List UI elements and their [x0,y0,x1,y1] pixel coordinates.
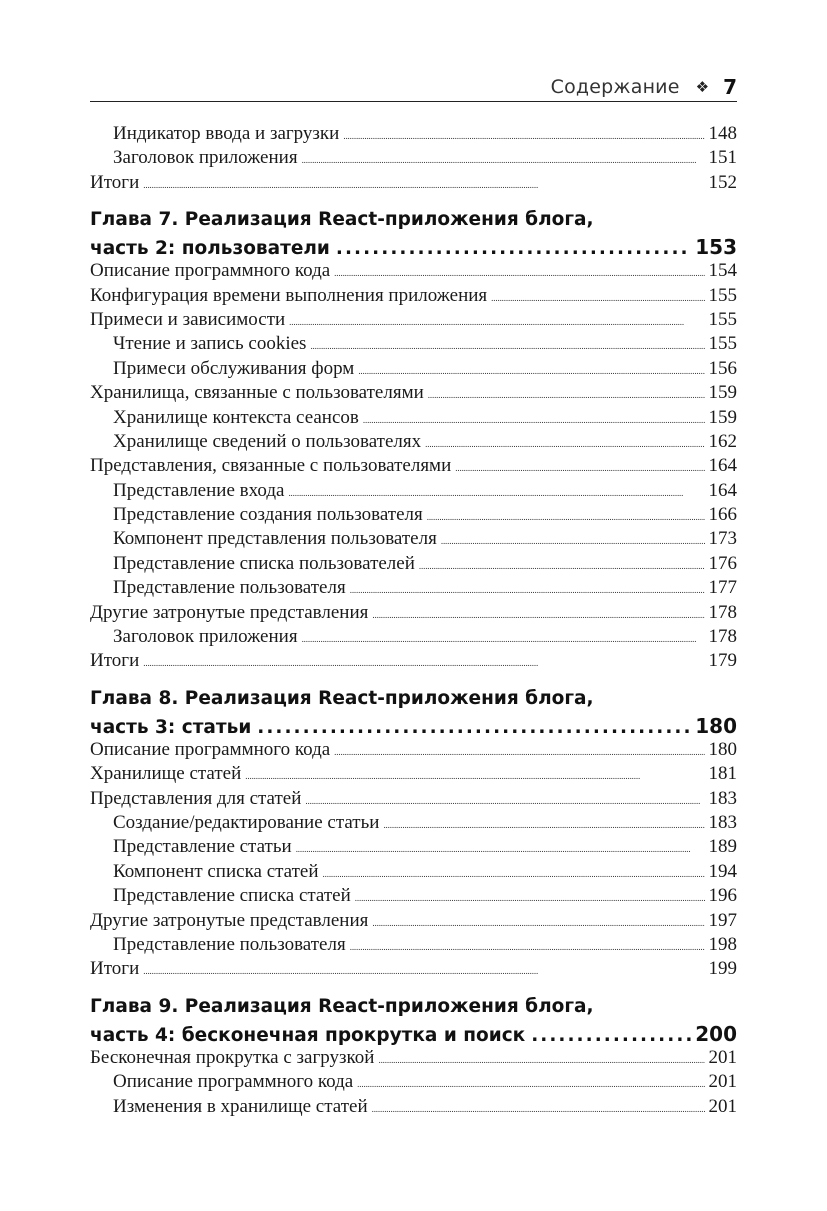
dot-leader [143,958,704,980]
toc-subentry[interactable] [90,626,737,650]
entry-title: Итоги [90,958,140,980]
dot-leader [378,1047,704,1069]
entry-page-number: 166 [708,504,737,526]
toc-subentry[interactable] [90,528,737,552]
chapter-title-line2 [90,1021,737,1047]
entry-page-number: 148 [708,123,737,144]
entry-title: Хранилище сведений о пользователях [113,430,422,452]
entry-title: Представление списка статей [113,885,351,907]
dot-leader [531,1023,691,1049]
toc-entry[interactable] [90,910,737,934]
toc-entry[interactable] [90,763,737,787]
toc-subentry[interactable] [90,147,737,171]
entry-title: Представления для статей [90,787,302,809]
entry-page-number: 151 [708,147,737,169]
entry-page-number: 198 [708,933,737,955]
entry-page-number: 178 [708,626,737,648]
toc-subentry[interactable] [90,431,737,455]
dot-leader [428,382,705,404]
dot-leader [419,553,705,575]
entry-page-number: 183 [708,787,737,809]
entry-title: Другие затронутые представления [90,601,369,623]
entry-title: Заголовок приложения [113,626,298,648]
dot-leader [355,885,705,907]
chapter-heading[interactable] [90,993,737,1047]
entry-page-number: 164 [708,479,737,501]
entry-title: Описание программного кода [90,738,331,760]
entry-page-number: 164 [708,455,737,477]
chapter-page-number: 153 [695,235,737,260]
dot-leader [350,577,705,599]
entry-page-number: 154 [708,260,737,282]
entry-title: Представление списка пользователей [113,552,415,574]
toc-subentry[interactable] [90,1071,737,1095]
toc-entry[interactable] [90,455,737,479]
toc-subentry[interactable] [90,885,737,909]
dot-leader [491,285,704,307]
section-title: Содержание [550,76,680,98]
entry-page-number: 162 [708,430,737,452]
entry-page-number: 155 [708,333,737,355]
toc-entry[interactable] [90,172,737,196]
dot-leader [310,333,704,355]
toc-subentry[interactable] [90,812,737,836]
toc-subentry[interactable] [90,333,737,357]
toc-subentry[interactable] [90,577,737,601]
toc-entry[interactable] [90,285,737,309]
dot-leader [343,123,704,145]
chapter-title-line1: Глава 9. Реализация React-приложения блога, [90,995,594,1017]
chapter-title-line2 [90,713,737,739]
dot-leader [350,934,705,956]
dot-leader [296,836,705,858]
toc-entry[interactable] [90,739,737,763]
entry-title: Хранилище контекста сеансов [113,406,359,428]
dot-leader [427,504,705,526]
dot-leader [357,1071,704,1093]
entry-page-number: 152 [708,171,737,193]
entry-title: Описание программного кода [90,260,331,282]
entry-page-number: 181 [708,763,737,785]
chapter-title-line1: Глава 7. Реализация React-приложения блога, [90,209,594,231]
entry-page-number: 197 [708,909,737,931]
entry-page-number: 201 [708,1071,737,1093]
toc-entry[interactable] [90,260,737,284]
entry-page-number: 194 [708,860,737,882]
entry-title: Компонент списка статей [113,860,319,882]
toc-entry[interactable] [90,650,737,674]
dot-leader [257,715,691,741]
entry-page-number: 183 [708,811,737,833]
dot-leader [323,861,705,883]
entry-page-number: 179 [708,650,737,672]
entry-page-number: 176 [708,552,737,574]
dot-leader [372,1096,705,1118]
toc-entry[interactable] [90,602,737,626]
entry-title: Представления, связанные с пользователями [90,455,452,477]
entry-title: Чтение и запись cookies [113,333,307,355]
entry-title: Изменения в хранилище статей [113,1095,368,1117]
entry-page-number: 189 [708,836,737,858]
dot-leader [302,147,705,169]
entry-page-number: 155 [708,284,737,306]
dot-leader [305,788,704,810]
chapter-title-line2 [90,234,737,260]
table-of-contents [90,123,737,1120]
header-rule [90,101,737,102]
chapter-subtitle: часть 3: статьи [90,716,252,738]
entry-title: Представление пользователя [113,933,346,955]
entry-title: Представление статьи [113,836,292,858]
dot-leader [372,602,704,624]
entry-title: Итоги [90,650,140,672]
entry-title: Примеси обслуживания форм [113,357,355,379]
entry-title: Бесконечная прокрутка с загрузкой [90,1046,375,1068]
entry-title: Описание программного кода [113,1071,354,1093]
entry-title: Конфигурация времени выполнения приложения [90,284,488,306]
dot-leader [455,455,704,477]
dot-leader [441,528,705,550]
dot-leader [334,739,704,761]
chapter-subtitle: часть 4: бесконечная прокрутка и поиск [90,1024,526,1046]
toc-subentry[interactable] [90,123,737,147]
dot-leader [302,626,705,648]
toc-entry[interactable] [90,1047,737,1071]
toc-subentry[interactable] [90,407,737,431]
dot-leader [143,172,704,194]
dot-leader [383,812,704,834]
entry-title: Итоги [90,171,140,193]
toc-subentry[interactable] [90,358,737,382]
entry-title: Хранилище статей [90,763,242,785]
dot-leader [372,910,704,932]
page-number: 7 [723,75,737,99]
entry-page-number: 177 [708,577,737,599]
toc-subentry[interactable] [90,861,737,885]
dot-leader [245,763,704,785]
entry-title: Другие затронутые представления [90,909,369,931]
dot-leader [358,358,704,380]
toc-subentry[interactable] [90,934,737,958]
toc-subentry[interactable] [90,836,737,860]
entry-page-number: 196 [708,885,737,907]
toc-entry[interactable] [90,382,737,406]
entry-page-number: 155 [708,308,737,330]
entry-title: Представление создания пользователя [113,504,423,526]
entry-title: Представление пользователя [113,577,346,599]
entry-title: Примеси и зависимости [90,308,286,330]
entry-title: Представление входа [113,479,285,501]
entry-page-number: 178 [708,601,737,623]
toc-entry[interactable] [90,309,737,333]
dot-leader [336,236,691,262]
entry-title: Хранилища, связанные с пользователями [90,382,424,404]
toc-subentry[interactable] [90,504,737,528]
entry-page-number: 199 [708,958,737,980]
entry-title: Заголовок приложения [113,147,298,169]
toc-entry[interactable] [90,788,737,812]
toc-subentry[interactable] [90,480,737,504]
entry-page-number: 201 [708,1046,737,1068]
chapter-subtitle: часть 2: пользователи [90,238,330,260]
toc-subentry[interactable] [90,1096,737,1120]
chapter-page-number: 180 [695,713,737,738]
entry-page-number: 180 [708,738,737,760]
dot-leader [425,431,704,453]
running-head [90,74,737,100]
entry-title: Индикатор ввода и загрузки [113,123,340,144]
dot-leader [363,407,705,429]
entry-title: Компонент представления пользователя [113,528,437,550]
entry-page-number: 159 [708,406,737,428]
entry-page-number: 173 [708,528,737,550]
entry-page-number: 156 [708,357,737,379]
chapter-page-number: 200 [695,1021,737,1046]
toc-subentry[interactable] [90,553,737,577]
chapter-title-line1: Глава 8. Реализация React-приложения блога, [90,687,594,709]
entry-page-number: 201 [708,1095,737,1117]
chapter-heading[interactable] [90,685,737,739]
dot-leader [289,309,704,331]
chapter-heading[interactable] [90,206,737,260]
ornament-icon: ❖ [695,78,710,96]
dot-leader [334,260,704,282]
dot-leader [288,480,704,502]
entry-page-number: 159 [708,382,737,404]
entry-title: Создание/редактирование статьи [113,811,380,833]
toc-entry[interactable] [90,958,737,982]
dot-leader [143,650,704,672]
